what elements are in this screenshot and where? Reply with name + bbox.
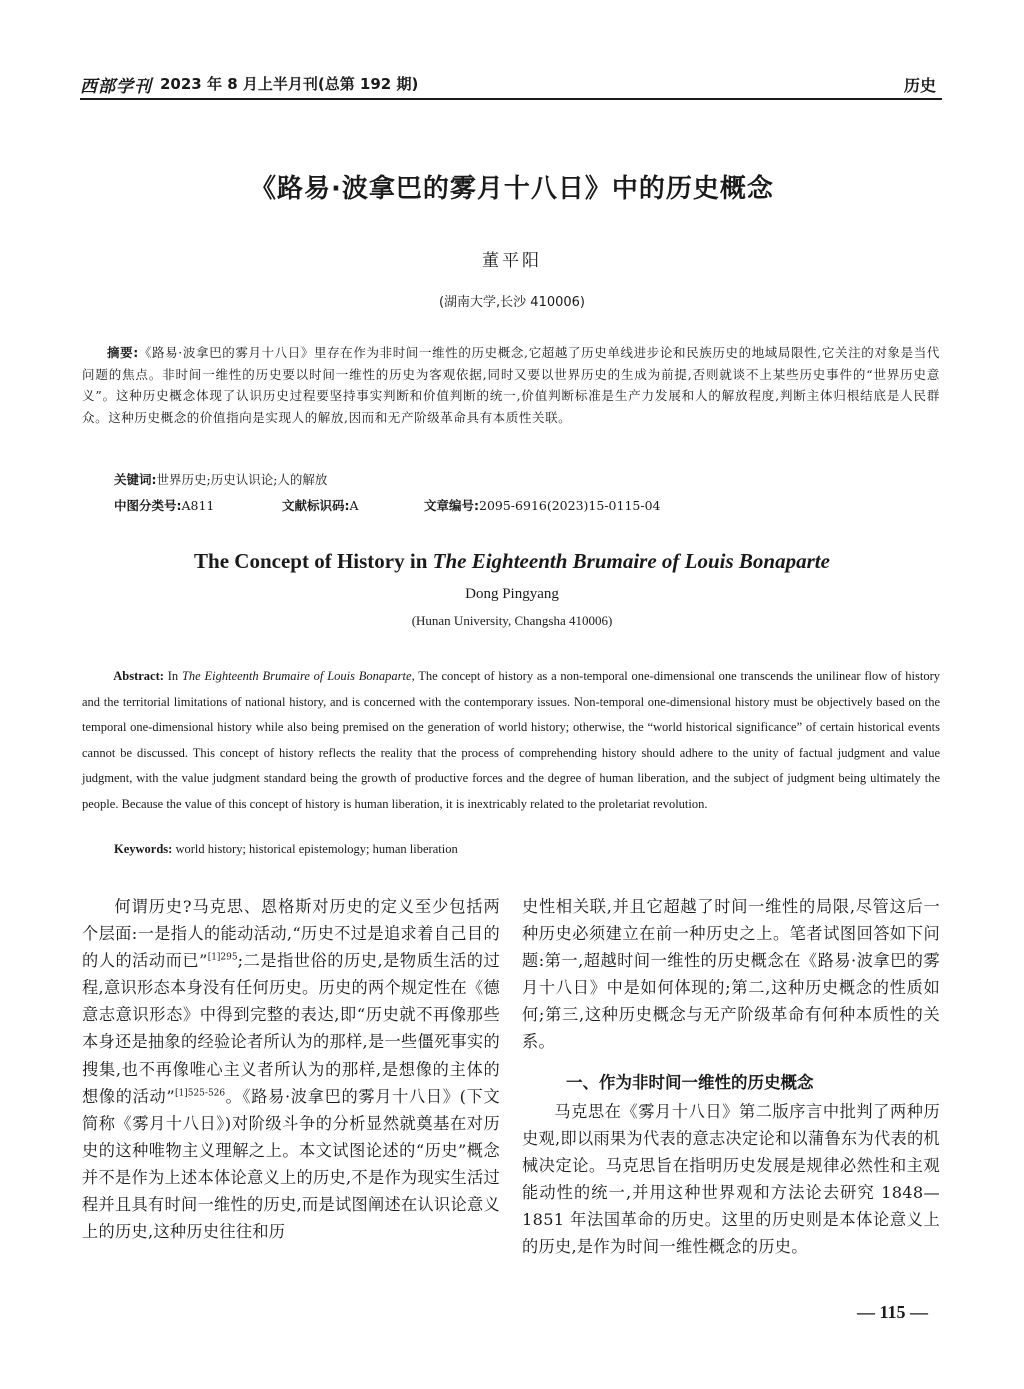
article-title-en <box>0 549 1024 574</box>
running-header <box>80 72 942 98</box>
keywords-en <box>114 842 458 857</box>
article-number-value: 2095-6916(2023)15-0115-04 <box>479 498 661 513</box>
title-en-work: The Eighteenth Brumaire of Louis Bonaparte <box>432 549 830 573</box>
clc-number <box>114 496 214 514</box>
keywords-en-label: Keywords: <box>114 842 173 856</box>
body-left-text-3: 。《路易·波拿巴的雾月十八日》(下文简称《雾月十八日》)对阶级斗争的分析显然就奠基在对历史的这种唯物主义理解之上。本文试图论述的“历史”概念并不是作为上述本体论意义上的历史,不是作为现实生活过程并且具有时间一维性的历史,而是试图阐述在认识论意义上的历史,这种历史往往和历 <box>82 1086 500 1242</box>
article-number <box>424 496 660 514</box>
clc-label: 中图分类号: <box>114 498 182 513</box>
doc-code-label: 文献标识码: <box>282 498 350 513</box>
abstract-en-work: The Eighteenth Brumaire of Louis Bonaparte <box>181 669 412 683</box>
body-left-text-2: ;二是指世俗的历史,是物质生活的过程,意识形态本身没有任何历史。历史的两个规定性在《德意志意识形态》中得到完整的表达,即“历史就不再像那些本身还是抽象的经验论者所认为的那样,是一些僵死事实的搜集,也不再像唯心主义者所认为的那样,是想像的主体的想像的活动” <box>82 951 500 1106</box>
document-code <box>282 496 359 514</box>
abstract-en-label: Abstract: <box>113 669 164 683</box>
page-number: — 115 — <box>856 1302 928 1322</box>
abstract-cn-label: 摘要: <box>107 345 139 360</box>
body-column-right-paragraph-2: 马克思在《雾月十八日》第二版序言中批判了两种历史观,即以雨果为代表的意志决定论和以蒲鲁东为代表的机械决定论。马克思旨在指明历史发展是规律必然性和主观能动性的统一,并用这种世界观和方法论去研究 1848—1851 年法国革命的历史。这里的历史则是本体论意义上的历史,是作为时间一维性概念的历史。 <box>522 1102 940 1257</box>
body-left-text-1: 何谓历史?马克思、恩格斯对历史的定义至少包括两个层面:一是指人的能动活动,“历史不过是追求着自己目的的人的活动而已” <box>82 897 500 971</box>
doc-code-value: A <box>349 498 359 513</box>
abstract-en: Abstract: In The Eighteenth Brumaire of Louis Bonaparte, The concept of history as a non-temporal one-dimensional one transcends the unilinear flow of history and the territorial limitations of national history, and is concerned with the contemporary issues. Non-temporal one-dimensional history must be objectively based on the temporal one-dimensional history while also being premised on the generation of world history; otherwise, the “world historical significance” of certain historical events cannot be discussed. This concept of history reflects the reality that the process of comprehending history should adhere to the unity of factual judgment and value judgment, with the value judgment standard being the growth of productive forces and the degree of human liberation, and the subject of judgment being ultimately the people. Because the value of this concept of history is human liberation, it is inextricably related to the proletariat revolution. <box>82 669 940 811</box>
author-name-en: Dong Pingyang <box>465 586 559 602</box>
affiliation-en: (Hunan University, Changsha 410006) <box>411 613 613 628</box>
classification-line <box>114 496 834 516</box>
keywords-en-text: world history; historical epistemology; human liberation <box>175 842 458 856</box>
abstract-cn-text: 《路易·波拿巴的雾月十八日》里存在作为非时间一维性的历史概念,它超越了历史单线进步论和民族历史的地域局限性,它关注的对象是当代问题的焦点。非时间一维性的历史要以时间一维性的历史为客观依据,同时又要以世界历史的生成为前提,否则就谈不上某些历史事件的“世界历史意义”。这种历史概念体现了认识历史过程要坚持事实判断和价值判断的统一,价值判断标准是生产力发展和人的解放程度,判断主体归根结底是人民群众。这种历史概念的价值指向是实现人的解放,因而和无产阶级革命具有本质性关联。 <box>82 345 940 425</box>
citation-1: [1]295 <box>207 952 238 963</box>
citation-2: [1]525-526 <box>174 1088 226 1099</box>
article-title-cn: 《路易·波拿巴的雾月十八日》中的历史概念 <box>250 174 774 204</box>
clc-value: A811 <box>181 498 215 513</box>
affiliation-cn: (湖南大学,长沙 410006) <box>438 295 586 310</box>
title-en-prefix: The Concept of History in <box>194 549 433 573</box>
header-rule <box>80 98 942 100</box>
section-name: 历史 <box>903 76 936 95</box>
journal-name: 西部学刊 <box>80 77 152 97</box>
body-column-right-paragraph-1: 史性相关联,并且它超越了时间一维性的局限,尽管这后一种历史必须建立在前一种历史之上。笔者试图回答如下问题:第一,超越时间一维性的历史概念在《路易·波拿巴的雾月十八日》中是如何体现的;第二,这种历史概念的性质如何;第三,这种历史概念与无产阶级革命有何种本质性的关系。 <box>522 897 940 1052</box>
body-column-left <box>82 893 500 1245</box>
article-number-label: 文章编号: <box>424 498 479 513</box>
keywords-cn-label: 关键词: <box>114 472 157 487</box>
keywords-cn-text: 世界历史;历史认识论;人的解放 <box>156 472 328 487</box>
abstract-cn <box>82 342 940 428</box>
author-name-cn: 董平阳 <box>482 251 542 271</box>
section-heading: 一、作为非时间一维性的历史概念 <box>566 1073 814 1092</box>
issue-info: 2023 年 8 月上半月刊(总第 192 期) <box>160 75 419 93</box>
keywords-cn <box>114 470 327 488</box>
abstract-en-text: , The concept of history as a non-temporal one-dimensional one transcends the unilinear flow of history and the territorial limitations of national history, and is concerned with the contemporary issues. Non-temporal one-dimensional history must be objectively based on the temporal one-dimensional history while also being premised on the generation of world history; otherwise, the “world historical significance” of certain historical events cannot be discussed. This concept of history reflects the reality that the process of comprehending history should adhere to the unity of factual judgment and value judgment, with the value judgment standard being the growth of productive forces and the degree of human liberation, and the subject of judgment being ultimately the people. Because the value of this concept of history is human liberation, it is inextricably related to the proletariat revolution. <box>82 669 940 811</box>
